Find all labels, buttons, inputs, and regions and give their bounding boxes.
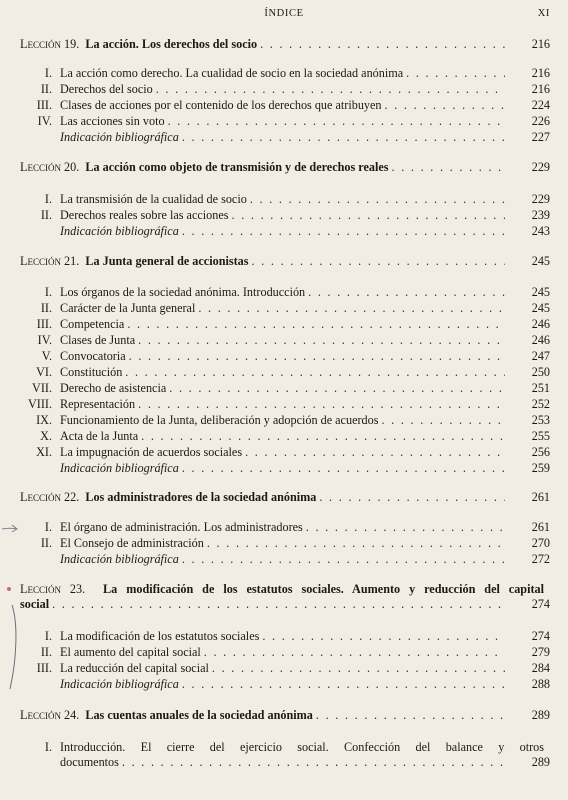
entry-text: Indicación bibliográfica <box>60 224 179 238</box>
lesson-number: 19. <box>64 37 80 51</box>
dot-leader <box>381 413 505 428</box>
page-ref: 255 <box>531 429 550 443</box>
page-ref: 224 <box>531 98 550 112</box>
entry-text: El Consejo de administración <box>60 536 204 550</box>
toc-entry[interactable] <box>0 381 568 396</box>
page-ref: 239 <box>531 208 550 222</box>
dot-leader <box>129 349 505 364</box>
toc-entry[interactable] <box>0 445 568 460</box>
toc-entry[interactable] <box>0 645 568 660</box>
dot-leader <box>316 708 505 723</box>
toc-entry[interactable] <box>0 82 568 97</box>
dot-leader <box>306 520 505 535</box>
page-ref: 246 <box>531 317 550 331</box>
entry-text: La acción como derecho. La cualidad de socio en la sociedad anónima <box>60 66 404 80</box>
lesson-19-heading[interactable] <box>0 37 568 52</box>
toc-entry[interactable] <box>0 317 568 332</box>
dot-leader <box>204 645 505 660</box>
lesson-number: 22. <box>64 490 80 504</box>
page-ref: 272 <box>531 552 550 566</box>
entry-text: Los órganos de la sociedad anónima. Introducción <box>60 285 306 299</box>
dot-leader <box>141 429 505 444</box>
lesson-title: La acción. Los derechos del socio <box>85 37 258 51</box>
entry-numeral: I. <box>44 629 52 643</box>
entry-text: Indicación bibliográfica <box>60 677 179 691</box>
dot-leader <box>198 301 505 316</box>
lesson-title: Las cuentas anuales de la sociedad anónima <box>85 708 313 722</box>
dot-leader <box>245 445 505 460</box>
entry-text: La modificación de los estatutos sociales <box>60 629 260 643</box>
toc-entry[interactable] <box>0 413 568 428</box>
lesson-23-heading[interactable] <box>0 582 568 614</box>
lesson-word: Lección <box>20 708 61 722</box>
page-ref: 245 <box>531 301 550 315</box>
margin-bracket-mark <box>0 603 24 693</box>
dot-leader <box>138 333 505 348</box>
bibliography-entry[interactable] <box>0 461 568 476</box>
dot-leader <box>182 677 505 692</box>
entry-text: La impugnación de acuerdos sociales <box>60 445 243 459</box>
page-ref: 261 <box>531 490 550 504</box>
dot-leader <box>385 98 505 113</box>
toc-entry[interactable] <box>0 98 568 113</box>
entry-text-continued: documentos <box>60 755 119 769</box>
page-ref: 261 <box>531 520 550 534</box>
lesson-word: Lección <box>20 490 61 504</box>
page-ref: 274 <box>531 597 550 611</box>
lesson-22-heading[interactable] <box>0 490 568 505</box>
page-ref: 259 <box>531 461 550 475</box>
entry-numeral: IV. <box>37 333 52 347</box>
entry-text: Indicación bibliográfica <box>60 461 179 475</box>
dot-leader <box>169 381 505 396</box>
entry-numeral: II. <box>40 208 52 222</box>
dot-leader <box>122 755 507 770</box>
lesson-word: Lección <box>20 582 61 596</box>
dot-leader <box>207 536 505 551</box>
entry-numeral: III. <box>36 98 52 112</box>
page-title: ÍNDICE <box>264 8 304 19</box>
page-ref: 216 <box>531 66 550 80</box>
entry-text: Funcionamiento de la Junta, deliberación y adopción de acuerdos <box>60 413 379 427</box>
entry-numeral: II. <box>40 645 52 659</box>
page-ref: 274 <box>531 629 550 643</box>
margin-arrow-mark <box>0 518 20 538</box>
entry-text: Indicación bibliográfica <box>60 552 179 566</box>
lesson-number: 24. <box>64 708 80 722</box>
entry-text: Clases de Junta <box>60 333 136 347</box>
dot-leader <box>250 192 505 207</box>
toc-entry[interactable] <box>0 301 568 316</box>
entry-numeral: XI. <box>36 445 52 459</box>
toc-entry[interactable] <box>0 285 568 300</box>
toc-entry[interactable] <box>0 192 568 207</box>
margin-asterisk-mark <box>2 582 16 596</box>
dot-leader <box>138 397 505 412</box>
entry-numeral: IX. <box>36 413 52 427</box>
page-ref: 229 <box>531 192 550 206</box>
lesson-number: 20. <box>64 160 80 174</box>
dot-leader <box>319 490 505 505</box>
entry-numeral: I. <box>44 520 52 534</box>
dot-leader <box>232 208 505 223</box>
dot-leader <box>260 37 505 52</box>
toc-entry[interactable] <box>0 661 568 676</box>
dot-leader <box>182 552 505 567</box>
dot-leader <box>125 365 505 380</box>
entry-text: Competencia <box>60 317 125 331</box>
entry-text: Clases de acciones por el contenido de los derechos que atribuyen <box>60 98 382 112</box>
dot-leader <box>182 224 505 239</box>
entry-numeral: VI. <box>36 365 52 379</box>
entry-numeral: I. <box>44 285 52 299</box>
lesson-number: 21. <box>64 254 80 268</box>
entry-numeral: VIII. <box>27 397 52 411</box>
bibliography-entry[interactable] <box>0 224 568 239</box>
page-ref: 256 <box>531 445 550 459</box>
page-ref: 227 <box>531 130 550 144</box>
page-ref: 226 <box>531 114 550 128</box>
toc-entry[interactable] <box>0 629 568 644</box>
page-ref: 252 <box>531 397 550 411</box>
entry-numeral: V. <box>41 349 52 363</box>
entry-text: Las acciones sin voto <box>60 114 165 128</box>
page-number: XI <box>537 8 550 19</box>
entry-text: Representación <box>60 397 136 411</box>
entry-text: Constitución <box>60 365 123 379</box>
page-ref: 270 <box>531 536 550 550</box>
lesson-title: La Junta general de accionistas <box>85 254 249 268</box>
entry-numeral: II. <box>40 536 52 550</box>
page-ref: 289 <box>531 708 550 722</box>
entry-numeral: III. <box>36 317 52 331</box>
page-ref: 251 <box>531 381 550 395</box>
dot-leader <box>156 82 505 97</box>
entry-numeral: II. <box>40 301 52 315</box>
lesson-word: Lección <box>20 254 61 268</box>
page-ref: 216 <box>531 37 550 51</box>
page-ref: 284 <box>531 661 550 675</box>
lesson-title: Los administradores de la sociedad anónima <box>85 490 317 504</box>
toc-entry[interactable] <box>0 520 568 535</box>
bibliography-entry[interactable] <box>0 130 568 145</box>
toc-entry[interactable] <box>0 740 568 772</box>
entry-numeral: I. <box>44 740 52 754</box>
toc-entry[interactable] <box>0 536 568 551</box>
page-ref: 243 <box>531 224 550 238</box>
entry-numeral: I. <box>44 66 52 80</box>
lesson-title: La acción como objeto de transmisión y de derechos reales <box>85 160 389 174</box>
entry-text: Derecho de asistencia <box>60 381 167 395</box>
entry-numeral: I. <box>44 192 52 206</box>
entry-text: La reducción del capital social <box>60 661 209 675</box>
lesson-title: La modificación de los estatutos sociales. Aumento y reducción del capital <box>103 582 545 596</box>
dot-leader <box>127 317 505 332</box>
toc-entry[interactable] <box>0 114 568 129</box>
toc-entry[interactable] <box>0 208 568 223</box>
lesson-20-heading[interactable] <box>0 160 568 175</box>
page-ref: 245 <box>531 285 550 299</box>
lesson-24-heading[interactable] <box>0 708 568 723</box>
bibliography-entry[interactable] <box>0 677 568 692</box>
dot-leader <box>262 629 505 644</box>
page-ref: 229 <box>531 160 550 174</box>
lesson-title-continued: social <box>20 597 50 611</box>
page-ref: 246 <box>531 333 550 347</box>
dot-leader <box>182 461 505 476</box>
lesson-number: 23. <box>69 582 86 596</box>
toc-entry[interactable] <box>0 429 568 444</box>
page-ref: 289 <box>531 755 550 769</box>
entry-text: Carácter de la Junta general <box>60 301 196 315</box>
page-ref: 253 <box>531 413 550 427</box>
toc-entry[interactable] <box>0 365 568 380</box>
dot-leader <box>168 114 505 129</box>
bibliography-entry[interactable] <box>0 552 568 567</box>
dot-leader <box>212 661 505 676</box>
toc-entry[interactable] <box>0 397 568 412</box>
page-ref: 279 <box>531 645 550 659</box>
running-header <box>0 8 568 24</box>
entry-numeral: II. <box>40 82 52 96</box>
dot-leader <box>182 130 505 145</box>
page-ref: 250 <box>531 365 550 379</box>
entry-text: Convocatoria <box>60 349 126 363</box>
dot-leader <box>252 254 505 269</box>
entry-text: El aumento del capital social <box>60 645 201 659</box>
page-ref: 216 <box>531 82 550 96</box>
entry-text: Derechos del socio <box>60 82 153 96</box>
dot-leader <box>52 597 507 612</box>
entry-text: Derechos reales sobre las acciones <box>60 208 229 222</box>
entry-text: Indicación bibliográfica <box>60 130 179 144</box>
entry-numeral: VII. <box>32 381 52 395</box>
entry-numeral: X. <box>40 429 52 443</box>
toc-entry[interactable] <box>0 333 568 348</box>
page-ref: 288 <box>531 677 550 691</box>
entry-text: La transmisión de la cualidad de socio <box>60 192 247 206</box>
toc-entry[interactable] <box>0 66 568 81</box>
page-ref: 247 <box>531 349 550 363</box>
dot-leader <box>392 160 505 175</box>
lesson-word: Lección <box>20 160 61 174</box>
entry-text: Introducción. El cierre del ejercicio social. Confección del balance y otros <box>60 740 544 754</box>
page-ref: 245 <box>531 254 550 268</box>
dot-leader <box>406 66 505 81</box>
lesson-word: Lección <box>20 37 61 51</box>
entry-text: El órgano de administración. Los administradores <box>60 520 303 534</box>
toc-entry[interactable] <box>0 349 568 364</box>
lesson-21-heading[interactable] <box>0 254 568 269</box>
entry-text: Acta de la Junta <box>60 429 139 443</box>
entry-numeral: IV. <box>37 114 52 128</box>
entry-numeral: III. <box>36 661 52 675</box>
dot-leader <box>308 285 505 300</box>
